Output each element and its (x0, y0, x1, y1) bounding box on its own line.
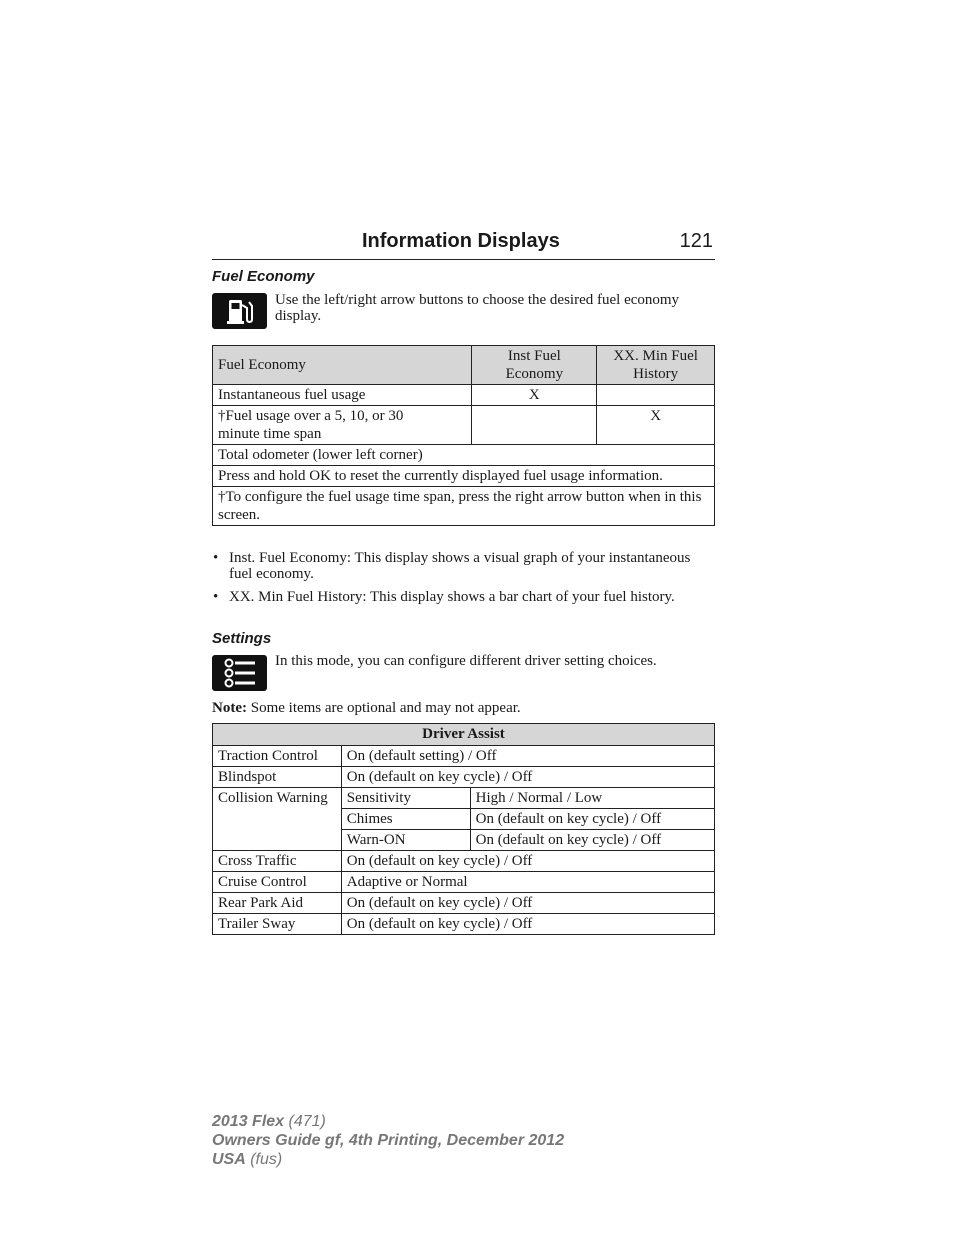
footer-model: 2013 Flex (212, 1113, 285, 1130)
note-cell: Total odometer (lower left corner) (213, 445, 715, 466)
header-cell: Inst Fuel Economy (472, 346, 597, 385)
list-item (212, 589, 692, 605)
fuel-economy-bullets (212, 550, 692, 612)
value-cell: On (default on key cycle) / Off (470, 830, 714, 851)
footer-line (212, 1112, 564, 1131)
row-label: Instantaneous fuel usage (213, 385, 472, 406)
bullet-icon: • (213, 589, 219, 605)
fuel-economy-intro: Use the left/right arrow buttons to choose the desired fuel economy display. (275, 292, 680, 324)
table-row (213, 746, 715, 767)
footer-region-code: (fus) (245, 1151, 283, 1168)
feature-cell: Collision Warning (213, 788, 342, 851)
value-cell: On (default on key cycle) / Off (341, 893, 714, 914)
page-number: 121 (679, 230, 713, 252)
subfeature-cell: Chimes (341, 809, 470, 830)
value-cell: On (default on key cycle) / Off (470, 809, 714, 830)
inst-cell (472, 406, 597, 445)
settings-heading: Settings (212, 630, 272, 647)
page-footer (212, 1112, 564, 1169)
driver-assist-table (212, 723, 715, 935)
table-row (213, 487, 715, 526)
page-header (212, 228, 715, 260)
table-row (213, 914, 715, 935)
value-cell: On (default on key cycle) / Off (341, 767, 714, 788)
subfeature-cell: Warn-ON (341, 830, 470, 851)
note-text: Some items are optional and may not appear. (246, 700, 521, 716)
subfeature-cell: Sensitivity (341, 788, 470, 809)
table-title: Driver Assist (213, 724, 715, 746)
value-cell: High / Normal / Low (470, 788, 714, 809)
table-row (213, 851, 715, 872)
settings-note (212, 700, 715, 716)
header-cell: XX. Min Fuel History (597, 346, 715, 385)
value-cell: Adaptive or Normal (341, 872, 714, 893)
footer-region: USA (212, 1151, 246, 1168)
table-row (213, 872, 715, 893)
page-title: Information Displays (362, 230, 560, 252)
feature-cell: Trailer Sway (213, 914, 342, 935)
feature-cell: Cross Traffic (213, 851, 342, 872)
feature-cell: Traction Control (213, 746, 342, 767)
note-cell: †To configure the fuel usage time span, press the right arrow button when in this screen. (213, 487, 715, 526)
footer-model-code: (471) (284, 1113, 326, 1130)
table-row (213, 893, 715, 914)
table-row (213, 385, 715, 406)
feature-cell: Blindspot (213, 767, 342, 788)
table-row (213, 466, 715, 487)
bullet-text: Inst. Fuel Economy: This display shows a visual graph of your instantaneous fuel economy. (229, 550, 691, 582)
footer-edition: Owners Guide gf, 4th Printing, December 2012 (212, 1132, 565, 1149)
bullet-icon: • (213, 550, 219, 566)
value-cell: On (default on key cycle) / Off (341, 851, 714, 872)
table-row (213, 406, 715, 445)
note-label: Note: (212, 700, 247, 716)
feature-cell: Rear Park Aid (213, 893, 342, 914)
note-cell: Press and hold OK to reset the currently displayed fuel usage information. (213, 466, 715, 487)
fuel-economy-heading: Fuel Economy (212, 268, 315, 285)
inst-cell: X (472, 385, 597, 406)
table-row (213, 788, 715, 809)
settings-intro: In this mode, you can configure different driver setting choices. (275, 653, 657, 669)
table-row (213, 445, 715, 466)
table-header-row (213, 724, 715, 746)
bullet-text: XX. Min Fuel History: This display shows a bar chart of your fuel history. (229, 589, 675, 605)
fuel-pump-icon (212, 293, 267, 329)
table-row (213, 767, 715, 788)
feature-cell: Cruise Control (213, 872, 342, 893)
value-cell: On (default setting) / Off (341, 746, 714, 767)
list-item (212, 550, 692, 582)
history-cell (597, 385, 715, 406)
footer-line (212, 1150, 564, 1169)
table-header-row (213, 346, 715, 385)
value-cell: On (default on key cycle) / Off (341, 914, 714, 935)
settings-list-icon (212, 655, 267, 691)
history-cell: X (597, 406, 715, 445)
fuel-economy-table (212, 345, 715, 526)
row-label: †Fuel usage over a 5, 10, or 30 minute time span (213, 406, 472, 445)
header-cell: Fuel Economy (213, 346, 472, 385)
footer-line (212, 1131, 564, 1150)
